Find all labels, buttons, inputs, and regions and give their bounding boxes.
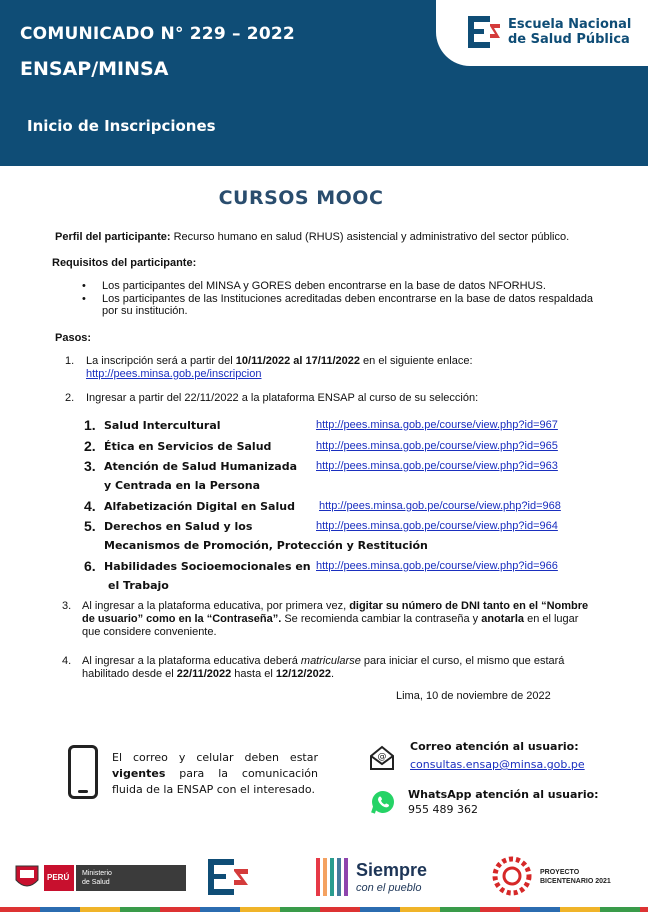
logo-line-1: Escuela Nacional (508, 17, 632, 32)
proyecto-line: PROYECTO (540, 869, 580, 876)
email-icon (368, 744, 396, 772)
peru-shield-icon (14, 864, 40, 892)
ensap-footer-logo (206, 855, 250, 899)
email-label: Correo atención al usuario: (410, 740, 579, 753)
step-4-e: 22/11/2022 (176, 668, 232, 680)
course-number: 2. (84, 438, 96, 454)
requirement-item: • Los participantes del MINSA y GORES deben encontrarse en la base de datos NFORHUS. (102, 280, 546, 293)
ensap-logo-icon (466, 14, 502, 50)
step-3-e: anotarla (481, 613, 525, 625)
step-3-text (82, 600, 606, 639)
step-number: 3. (62, 600, 72, 612)
siempre-logo (314, 856, 434, 898)
course-number: 1. (84, 417, 96, 433)
bicentenario-logo (492, 856, 632, 896)
step-4-g: 12/12/2022 (275, 668, 331, 680)
step-4-b: matricularse (300, 655, 361, 667)
course-number: 6. (84, 558, 96, 574)
course-link[interactable]: http://pees.minsa.gob.pe/course/view.php?id=964 (316, 520, 558, 532)
header-banner (0, 0, 648, 166)
whatsapp-icon (370, 789, 396, 815)
step-4-a: Al ingresar a la plataforma educativa deberá (82, 655, 301, 667)
phone-note-b: vigentes (112, 767, 166, 780)
requirements-label: Requisitos del participante: (52, 257, 197, 269)
registration-link[interactable]: http://pees.minsa.gob.pe/inscripcion (86, 368, 262, 380)
ensap-logo-text (508, 17, 631, 47)
phone-note-a: El correo y celular deben estar (112, 751, 318, 764)
minsa-logo (14, 862, 174, 894)
step-3-b: digitar su número de DNI tanto en el “Nombre (349, 600, 589, 612)
step-4-h: . (330, 668, 335, 680)
course-link[interactable]: http://pees.minsa.gob.pe/course/view.php?id=967 (316, 419, 558, 431)
ministerio-label (76, 865, 186, 891)
step-number: 4. (62, 655, 72, 667)
course-name: Habilidades Socioemocionales en (104, 560, 311, 573)
communique-issuer: ENSAP/MINSA (20, 58, 169, 80)
ensap-footer-icon (206, 855, 250, 899)
course-name-cont: el Trabajo (108, 579, 169, 592)
date-line: Lima, 10 de noviembre de 2022 (396, 690, 551, 702)
step-4-d: habilitado desde el (82, 668, 177, 680)
requirement-item-cont: por su institución. (102, 305, 188, 317)
siempre-text: Siempre (356, 860, 428, 880)
step-4-c: para iniciar el curso, el mismo que estará (360, 655, 565, 667)
step-2-text: Ingresar a partir del 22/11/2022 a la plataforma ENSAP al curso de su selección: (86, 392, 479, 404)
step-4-f: hasta el (231, 668, 276, 680)
bicentenario-line: BICENTENARIO 2021 (540, 878, 611, 885)
ministerio-line-1: Ministerio (82, 870, 112, 877)
communique-number: COMUNICADO N° 229 – 2022 (20, 24, 295, 44)
ministerio-line-2: de Salud (82, 879, 110, 886)
step-number: 2. (65, 392, 75, 404)
course-name-cont: Mecanismos de Promoción, Protección y Restitución (104, 539, 428, 552)
step-3-c: de usuario” como en la “Contraseña”. (82, 613, 282, 625)
profile-text: Recurso humano en salud (RHUS) asistencial y administrativo del sector público. (170, 231, 570, 243)
ensap-logo (436, 0, 648, 66)
step-3-a: Al ingresar a la plataforma educativa, por primera vez, (82, 600, 350, 612)
step-3-g: que considere conveniente. (82, 626, 217, 638)
bicentenario-emblem-icon (492, 856, 532, 896)
profile-label: Perfil del participante: (55, 231, 171, 243)
step-4-text (82, 655, 606, 681)
page-title: CURSOS MOOC (218, 187, 384, 209)
svg-text:@: @ (377, 752, 387, 762)
bicentenario-text (540, 868, 611, 886)
course-number: 3. (84, 458, 96, 474)
peru-label: PERÚ (44, 865, 74, 891)
step-1-dates: 10/11/2022 al 17/11/2022 (235, 355, 360, 367)
course-name: Alfabetización Digital en Salud (104, 500, 295, 513)
footer-color-strip (0, 907, 648, 912)
course-name: Ética en Servicios de Salud (104, 440, 272, 453)
communique-topic: Inicio de Inscripciones (27, 117, 216, 135)
step-3-f: en el lugar (524, 613, 579, 625)
course-link[interactable]: http://pees.minsa.gob.pe/course/view.php?id=965 (316, 440, 558, 452)
email-link[interactable]: consultas.ensap@minsa.gob.pe (410, 758, 585, 771)
phone-icon (68, 745, 98, 799)
course-number: 4. (84, 498, 96, 514)
whatsapp-number: 955 489 362 (408, 803, 478, 816)
course-name: Salud Intercultural (104, 419, 221, 432)
phone-note (112, 750, 318, 798)
requirement-item: • Los participantes de las Instituciones acreditadas deben encontrarse en la base de datos respaldada (102, 293, 593, 306)
siempre-emblem-icon (314, 856, 350, 898)
step-1-pre: La inscripción será a partir del (86, 355, 236, 367)
con-el-pueblo-text: con el pueblo (356, 882, 422, 894)
step-1-text (86, 355, 473, 368)
steps-label: Pasos: (55, 332, 92, 344)
course-name-cont: y Centrada en la Persona (104, 479, 261, 492)
phone-note-c: para la comunicación fluida de la ENSAP con el interesado. (112, 767, 318, 796)
whatsapp-label: WhatsApp atención al usuario: (408, 788, 599, 801)
course-name: Atención de Salud Humanizada (104, 460, 298, 473)
course-link[interactable]: http://pees.minsa.gob.pe/course/view.php?id=966 (316, 560, 558, 572)
course-name: Derechos en Salud y los (104, 520, 253, 533)
logo-line-2: de Salud Pública (508, 32, 630, 47)
step-1-post: en el siguiente enlace: (359, 355, 473, 367)
course-link[interactable]: http://pees.minsa.gob.pe/course/view.php?id=968 (319, 500, 561, 512)
course-link[interactable]: http://pees.minsa.gob.pe/course/view.php?id=963 (316, 460, 558, 472)
course-number: 5. (84, 518, 96, 534)
step-3-d: Se recomienda cambiar la contraseña y (281, 613, 482, 625)
step-number: 1. (65, 355, 75, 367)
participant-profile (55, 231, 569, 244)
